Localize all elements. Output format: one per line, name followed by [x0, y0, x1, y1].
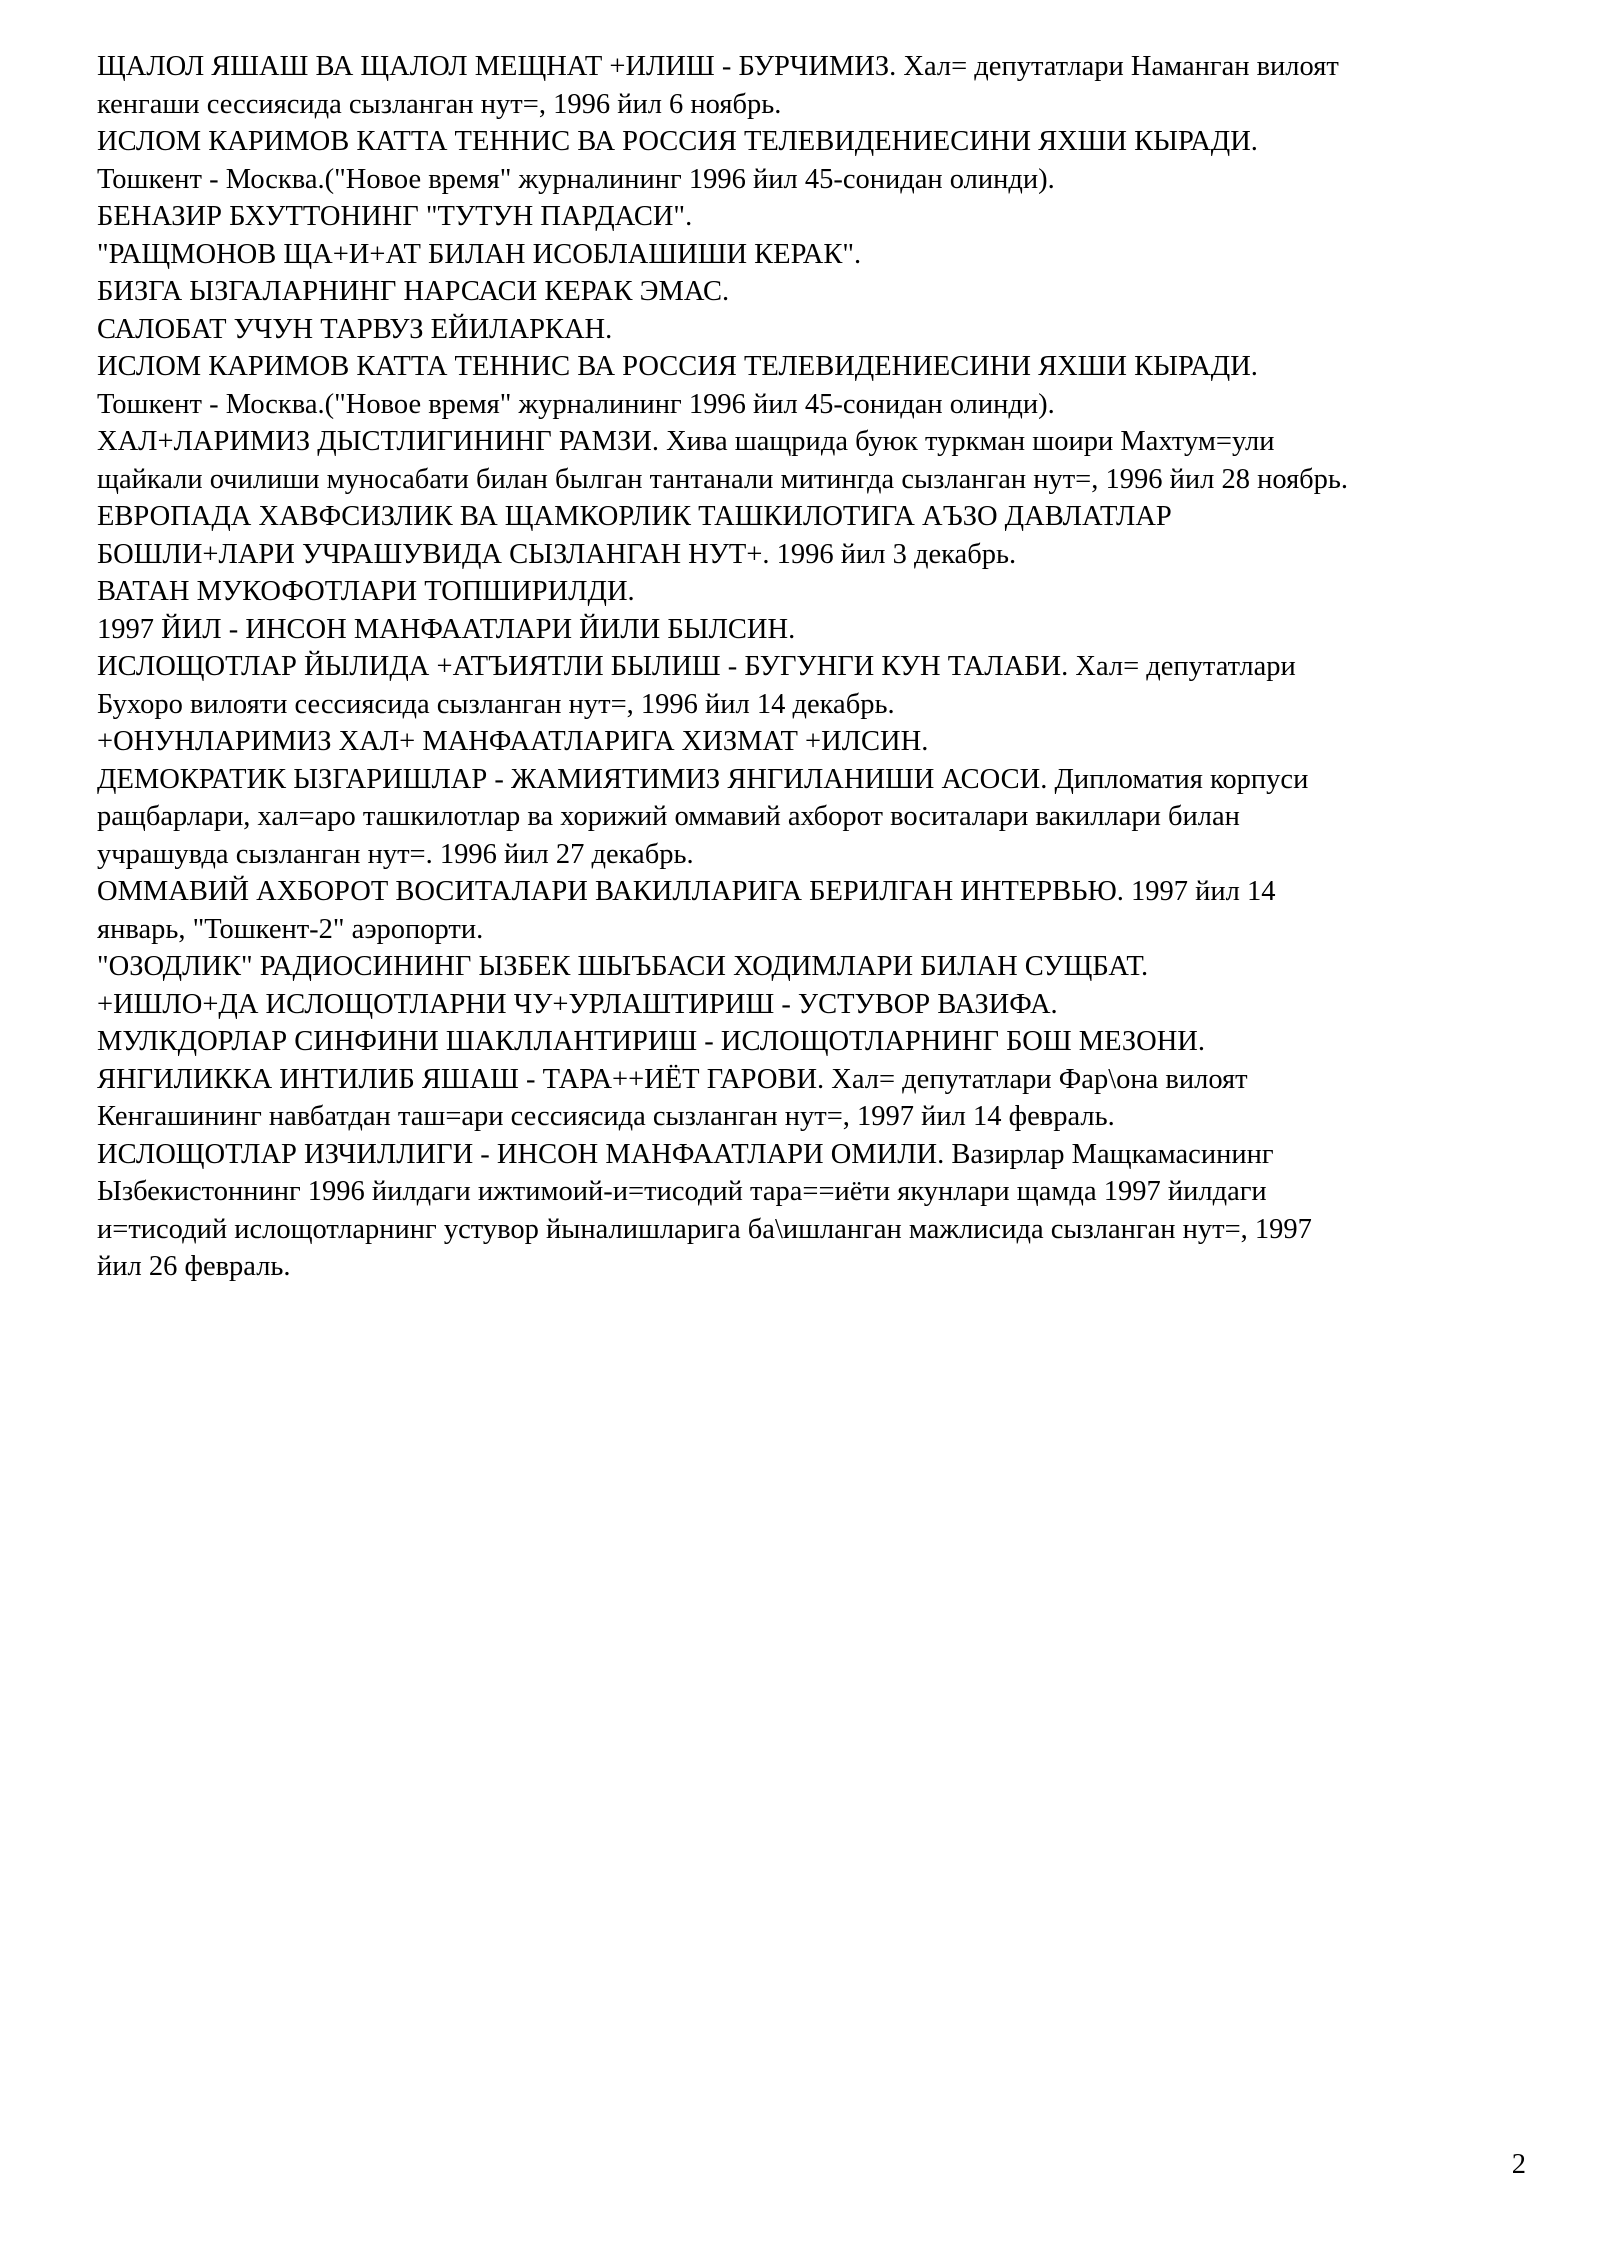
toc-entry: ИСЛОЩОТЛАР ЙЫЛИДА +АТЪИЯТЛИ БЫЛИШ - БУГУНГИ КУН ТАЛАБИ. Хал= депутатлари Бухоро вилояти сессиясида сызланган нут=, 1996 йил 14 декабрь.	[97, 651, 1296, 720]
toc-entry: "РАЩМОНОВ ЩА+И+АТ БИЛАН ИСОБЛАШИШИ КЕРАК".	[97, 238, 862, 270]
toc-entry: ДЕМОКРАТИК ЫЗГАРИШЛАР - ЖАМИЯТИМИЗ ЯНГИЛАНИШИ АСОСИ. Дипломатия корпуси ращбарлари, хал=аро ташкилотлар ва хорижий оммавий ахборот воситалари вакиллари билан учрашувда сызланган нут=. 1996 йил 27 декабрь.	[97, 763, 1309, 870]
page-number: 2	[1511, 2149, 1526, 2180]
toc-entry: 1997 ЙИЛ - ИНСОН МАНФААТЛАРИ ЙИЛИ БЫЛСИН.	[97, 613, 796, 645]
toc-entry: +ОНУНЛАРИМИЗ ХАЛ+ МАНФААТЛАРИГА ХИЗМАТ +ИЛСИН.	[97, 726, 929, 757]
toc-entry: САЛОБАТ УЧУН ТАРВУЗ ЕЙИЛАРКАН.	[97, 313, 613, 345]
toc-entry: ЩАЛОЛ ЯШАШ ВА ЩАЛОЛ МЕЩНАТ +ИЛИШ - БУРЧИМИЗ. Хал= депутатлари Наманган вилоят кенгаши сессиясида сызланган нут=, 1996 йил 6 ноябрь.	[97, 51, 1339, 120]
toc-entry: "ОЗОДЛИК" РАДИОСИНИНГ ЫЗБЕК ШЫЪБАСИ ХОДИМЛАРИ БИЛАН СУЩБАТ.	[97, 951, 1149, 982]
toc-entry: ВАТАН МУКОФОТЛАРИ ТОПШИРИЛДИ.	[97, 576, 635, 607]
toc-entry: ОММАВИЙ АХБОРОТ ВОСИТАЛАРИ ВАКИЛЛАРИГА БЕРИЛГАН ИНТЕРВЬЮ. 1997 йил 14 январь, "Тошкент-2" аэропорти.	[97, 876, 1276, 945]
toc-entry: ЕВРОПАДА ХАВФСИЗЛИК ВА ЩАМКОРЛИК ТАШКИЛОТИГА АЪЗО ДАВЛАТЛАР БОШЛИ+ЛАРИ УЧРАШУВИДА СЫЗЛАНГАН НУТ+. 1996 йил 3 декабрь.	[97, 501, 1172, 570]
toc-entry: БИЗГА ЫЗГАЛАРНИНГ НАРСАСИ КЕРАК ЭМАС.	[97, 276, 730, 307]
toc-entry: МУЛКДОРЛАР СИНФИНИ ШАКЛЛАНТИРИШ - ИСЛОЩОТЛАРНИНГ БОШ МЕЗОНИ.	[97, 1026, 1205, 1057]
toc-entry: ИСЛОЩОТЛАР ИЗЧИЛЛИГИ - ИНСОН МАНФААТЛАРИ ОМИЛИ. Вазирлар Мащкамасининг Ызбекистоннинг 1996 йилдаги ижтимоий-и=тисодий тара==иёти якунлари щамда 1997 йилдаги и=тисодий ислощотларнинг устувор йыналишларига ба\ишланган мажлисида сызланган нут=, 1997 йил 26 февраль.	[97, 1138, 1312, 1282]
toc-entry: +ИШЛО+ДА ИСЛОЩОТЛАРНИ ЧУ+УРЛАШТИРИШ - УСТУВОР ВАЗИФА.	[97, 988, 1058, 1020]
toc-entry: БЕНАЗИР БХУТТОНИНГ "ТУТУН ПАРДАСИ".	[97, 201, 693, 232]
toc-entry: ХАЛ+ЛАРИМИЗ ДЫСТЛИГИНИНГ РАМЗИ. Хива шащрида буюк туркман шоири Махтум=ули щайкали очилиши муносабати билан былган тантанали митингда сызланган нут=, 1996 йил 28 ноябрь.	[97, 426, 1349, 495]
toc-entry: ИСЛОМ КАРИМОВ КАТТА ТЕННИС ВА РОССИЯ ТЕЛЕВИДЕНИЕСИНИ ЯХШИ КЫРАДИ. Тошкент - Москва.("Новое время" журналининг 1996 йил 45-сонидан олинди).	[97, 126, 1258, 195]
table-of-contents	[97, 48, 1527, 1286]
toc-entry: ЯНГИЛИККА ИНТИЛИБ ЯШАШ - ТАРА++ИЁТ ГАРОВИ. Хал= депутатлари Фар\она вилоят Кенгашининг навбатдан таш=ари сессиясида сызланган нут=, 1997 йил 14 февраль.	[97, 1063, 1248, 1132]
toc-entry: ИСЛОМ КАРИМОВ КАТТА ТЕННИС ВА РОССИЯ ТЕЛЕВИДЕНИЕСИНИ ЯХШИ КЫРАДИ. Тошкент - Москва.("Новое время" журналининг 1996 йил 45-сонидан олинди).	[97, 351, 1258, 420]
